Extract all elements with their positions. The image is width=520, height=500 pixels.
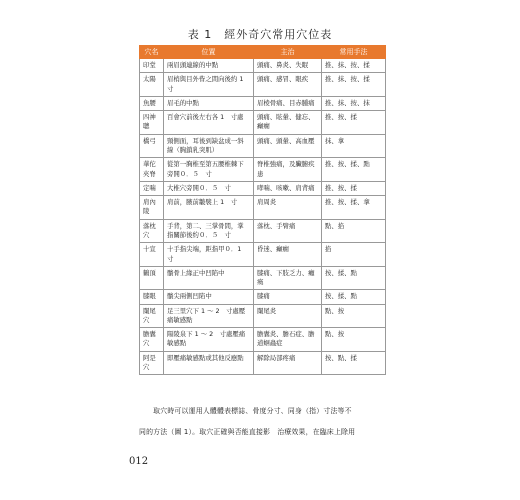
cell-name: 橋弓 <box>140 134 164 158</box>
cell-indication: 解除局部疼痛 <box>254 351 322 375</box>
cell-name: 華佗夾脊 <box>140 158 164 182</box>
cell-indication: 頭痛、鼻炎、失眠 <box>254 59 322 73</box>
cell-technique: 按、點、揉 <box>322 351 386 375</box>
header-technique: 常用手法 <box>322 46 386 59</box>
cell-indication: 膽囊炎、膽石症、膽道蛔蟲症 <box>254 328 322 352</box>
cell-indication: 落枕、手臂痛 <box>254 219 322 243</box>
cell-indication: 哮喘、咳嗽、肩背痛 <box>254 181 322 195</box>
cell-name: 膽囊穴 <box>140 328 164 352</box>
cell-location: 髕尖兩側凹陷中 <box>164 290 254 304</box>
cell-location: 頸側面，耳後到缺盆成一斜線（胸鎖乳突肌） <box>164 134 254 158</box>
cell-indication: 闌尾炎 <box>254 304 322 328</box>
cell-location: 眉梢與目外眥之間向後約 1 寸 <box>164 73 254 97</box>
cell-indication: 肩周炎 <box>254 196 322 220</box>
cell-indication: 眉棱骨痛、目赤腫痛 <box>254 96 322 110</box>
cell-indication: 膝痛 <box>254 290 322 304</box>
cell-location: 陽陵泉下 1 ～ 2 寸處壓痛敏感點 <box>164 328 254 352</box>
table-header-row <box>140 46 386 59</box>
cell-location: 即壓痛敏感點或其他反應點 <box>164 351 254 375</box>
cell-technique: 推、按、揉 <box>322 111 386 135</box>
cell-location: 從第一胸椎至第五腰椎棘下旁開０．５ 寸 <box>164 158 254 182</box>
table-row <box>140 219 386 243</box>
cell-location: 足三里穴下 1 ～ 2 寸處壓痛敏感點 <box>164 304 254 328</box>
cell-technique: 推、抹、按、揉 <box>322 73 386 97</box>
cell-location: 眉毛的中點 <box>164 96 254 110</box>
header-name: 穴名 <box>140 46 164 59</box>
table-row <box>140 59 386 73</box>
cell-technique: 推、按、揉、點 <box>322 158 386 182</box>
cell-technique: 點、掐 <box>322 219 386 243</box>
cell-name: 闌尾穴 <box>140 304 164 328</box>
cell-technique: 推、抹、按、揉 <box>322 59 386 73</box>
body-paragraph-line: 同的方法（圖 1）。取穴正確與否能直接影 治療效果，在臨床上除用 <box>139 428 356 436</box>
table-row <box>140 266 386 290</box>
cell-technique: 點、按 <box>322 328 386 352</box>
table-row <box>140 158 386 182</box>
cell-technique: 推、按、揉、拿 <box>322 196 386 220</box>
table-row <box>140 73 386 97</box>
header-indication: 主治 <box>254 46 322 59</box>
cell-technique: 抹、拿 <box>322 134 386 158</box>
cell-location: 髕骨上緣正中凹陷中 <box>164 266 254 290</box>
cell-technique: 按、揉、點 <box>322 290 386 304</box>
cell-technique: 掐 <box>322 243 386 267</box>
cell-indication: 昏迷、癲癇 <box>254 243 322 267</box>
cell-indication: 頭痛、感冒、眼疾 <box>254 73 322 97</box>
cell-location: 大椎穴旁開０．５ 寸 <box>164 181 254 195</box>
table-row <box>140 111 386 135</box>
table-row <box>140 290 386 304</box>
cell-name: 鶴頂 <box>140 266 164 290</box>
table-row <box>140 328 386 352</box>
cell-name: 膝眼 <box>140 290 164 304</box>
cell-location: 十手指尖端，距指甲０．1 寸 <box>164 243 254 267</box>
cell-indication: 膝痛、下肢乏力、癱瘓 <box>254 266 322 290</box>
header-location: 位置 <box>164 46 254 59</box>
cell-location: 手背，第二、三掌骨間，掌指關節後約０．５ 寸 <box>164 219 254 243</box>
cell-location: 肩前，腋前皺襞上 1 寸 <box>164 196 254 220</box>
cell-technique: 按、揉、點 <box>322 266 386 290</box>
cell-name: 定喘 <box>140 181 164 195</box>
table-row <box>140 351 386 375</box>
cell-name: 阿是穴 <box>140 351 164 375</box>
cell-name: 太陽 <box>140 73 164 97</box>
table-row <box>140 243 386 267</box>
cell-indication: 頭痛、眩暈、健忘、癲癇 <box>254 111 322 135</box>
table-row <box>140 134 386 158</box>
cell-technique: 點、按 <box>322 304 386 328</box>
page-number: 012 <box>129 456 149 467</box>
cell-location: 百會穴前後左右各 1 寸處 <box>164 111 254 135</box>
cell-indication: 脊椎強痛，及臟腑疾患 <box>254 158 322 182</box>
cell-location: 兩眉頭連線的中點 <box>164 59 254 73</box>
cell-technique: 推、按、揉 <box>322 181 386 195</box>
body-paragraph-line: 取穴時可以運用人體體表標誌、骨度分寸、同身（指）寸法等不 <box>139 407 352 415</box>
cell-name: 魚腰 <box>140 96 164 110</box>
cell-name: 四神聰 <box>140 111 164 135</box>
cell-name: 印堂 <box>140 59 164 73</box>
table-row <box>140 181 386 195</box>
cell-name: 十宣 <box>140 243 164 267</box>
cell-name: 落枕穴 <box>140 219 164 243</box>
acupoint-table <box>139 45 386 375</box>
table-row <box>140 96 386 110</box>
table-row <box>140 196 386 220</box>
table-caption: 表 1 經外奇穴常用穴位表 <box>187 28 333 41</box>
cell-technique: 推、抹、按、抹 <box>322 96 386 110</box>
table-row <box>140 304 386 328</box>
cell-name: 肩內陵 <box>140 196 164 220</box>
cell-indication: 頭痛、頭暈、高血壓 <box>254 134 322 158</box>
